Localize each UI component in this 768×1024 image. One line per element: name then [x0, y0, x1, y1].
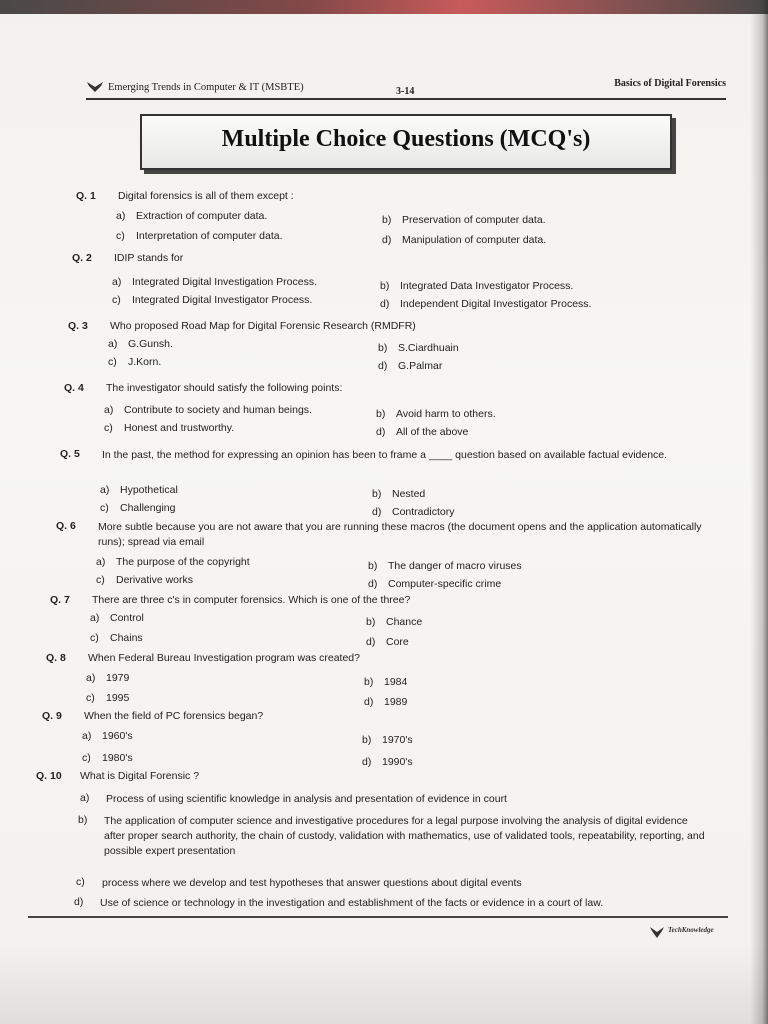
- option-text: Chains: [110, 632, 143, 644]
- question-number: Q. 9: [42, 710, 62, 722]
- option-label: c): [82, 752, 91, 764]
- option-label: c): [116, 230, 125, 242]
- option-label: d): [382, 234, 392, 246]
- option-label: b): [378, 342, 388, 354]
- option-label: c): [104, 422, 113, 434]
- page-number: 3-14: [396, 86, 415, 97]
- option-text: 1970's: [382, 734, 413, 746]
- option-label: a): [104, 404, 114, 416]
- question-text: More subtle because you are not aware that you are running these macros (the document opens and the application automatically runs); spread via email: [98, 521, 702, 548]
- option-text: The purpose of the copyright: [116, 556, 250, 568]
- option-label: c): [90, 632, 99, 644]
- option-label: d): [368, 578, 378, 590]
- option-label: a): [108, 338, 118, 350]
- question-number: Q. 8: [46, 652, 66, 664]
- option-label: b): [366, 616, 376, 628]
- page-bottom-shadow: [0, 944, 768, 1024]
- option-text: Preservation of computer data.: [402, 214, 546, 226]
- option-text: Integrated Data Investigator Process.: [400, 280, 574, 292]
- option-text: Honest and trustworthy.: [124, 422, 235, 434]
- option-text: Integrated Digital Investigation Process.: [132, 276, 318, 288]
- option-text: Integrated Digital Investigator Process.: [132, 294, 313, 306]
- option-label: d): [366, 636, 376, 648]
- footer-rule: [28, 916, 728, 918]
- question-text: When Federal Bureau Investigation program was created?: [88, 652, 360, 664]
- question-text: When the field of PC forensics began?: [84, 710, 264, 722]
- option-label: d): [74, 896, 84, 908]
- option-label: a): [82, 730, 92, 742]
- option-text: Hypothetical: [120, 484, 178, 496]
- option-label: d): [376, 426, 386, 438]
- option-text: All of the above: [396, 426, 469, 438]
- book-title: Emerging Trends in Computer & IT (MSBTE): [108, 82, 304, 93]
- option-text: 1980's: [102, 752, 133, 764]
- option-label: b): [368, 560, 378, 572]
- question-number: Q. 2: [72, 252, 92, 264]
- option-label: a): [112, 276, 122, 288]
- option-label: b): [362, 734, 372, 746]
- option-text: 1979: [106, 672, 130, 684]
- option-label: b): [78, 814, 88, 826]
- option-label: a): [116, 210, 126, 222]
- option-text: Contribute to society and human beings.: [124, 404, 312, 416]
- option-text: The application of computer science and investigative procedures for a legal purpose involving the analysis of digital evidence after proper search authority, the chain of custody, validation with mathematics, use of validated tools, repeatability, reporting, and possible expert presentation: [104, 815, 705, 857]
- page-curl-shadow: [750, 0, 768, 1024]
- option-text: G.Palmar: [398, 360, 443, 372]
- option-label: d): [364, 696, 374, 708]
- option-label: a): [80, 792, 90, 804]
- option-label: b): [380, 280, 390, 292]
- option-label: d): [362, 756, 372, 768]
- publisher-name: TechKnowledge: [668, 926, 714, 934]
- option-label: a): [96, 556, 106, 568]
- option-label: d): [372, 506, 382, 518]
- question-number: Q. 5: [60, 448, 80, 460]
- option-label: d): [378, 360, 388, 372]
- option-text: Independent Digital Investigator Process.: [400, 298, 592, 310]
- option-text: G.Gunsh.: [128, 338, 173, 350]
- option-text: S.Ciardhuain: [398, 342, 459, 354]
- option-text: Use of science or technology in the investigation and establishment of the facts or evidence in a court of law.: [100, 897, 604, 909]
- question-text: Who proposed Road Map for Digital Forensic Research (RMDFR): [110, 320, 416, 332]
- option-label: c): [112, 294, 121, 306]
- option-text: Avoid harm to others.: [396, 408, 496, 420]
- option-text: Control: [110, 612, 144, 624]
- option-label: a): [100, 484, 110, 496]
- question-text: What is Digital Forensic ?: [80, 770, 200, 782]
- option-label: c): [96, 574, 105, 586]
- option-text: Manipulation of computer data.: [402, 234, 547, 246]
- option-label: b): [364, 676, 374, 688]
- option-text: Nested: [392, 488, 426, 500]
- option-label: c): [108, 356, 117, 368]
- option-label: a): [90, 612, 100, 624]
- question-number: Q. 3: [68, 320, 88, 332]
- option-text: 1990's: [382, 756, 413, 768]
- option-text: 1989: [384, 696, 408, 708]
- option-text: Contradictory: [392, 506, 455, 518]
- question-number: Q. 7: [50, 594, 70, 606]
- question-text: The investigator should satisfy the following points:: [106, 382, 343, 394]
- option-text: 1995: [106, 692, 130, 704]
- question-text: IDIP stands for: [114, 252, 184, 264]
- question-text: In the past, the method for expressing an opinion has been to frame a ____ question based on available factual evidence.: [102, 449, 668, 461]
- question-text: Digital forensics is all of them except :: [118, 190, 294, 202]
- option-text: J.Korn.: [128, 356, 162, 368]
- question-number: Q. 1: [76, 190, 96, 202]
- option-text: 1960's: [102, 730, 133, 742]
- section-title: Multiple Choice Questions (MCQ's): [221, 126, 591, 152]
- question-number: Q. 6: [56, 520, 76, 532]
- option-label: d): [380, 298, 390, 310]
- option-text: The danger of macro viruses: [388, 560, 522, 572]
- question-number: Q. 4: [64, 382, 84, 394]
- option-text: Derivative works: [116, 574, 194, 586]
- option-label: b): [376, 408, 386, 420]
- question-text: There are three c's in computer forensics. Which is one of the three?: [92, 594, 411, 606]
- question-number: Q. 10: [36, 770, 62, 782]
- option-label: b): [382, 214, 392, 226]
- option-label: c): [100, 502, 109, 514]
- option-text: 1984: [384, 676, 408, 688]
- option-text: Extraction of computer data.: [136, 210, 268, 222]
- option-text: process where we develop and test hypotheses that answer questions about digital events: [102, 877, 522, 889]
- option-text: Interpretation of computer data.: [136, 230, 283, 242]
- option-label: c): [76, 876, 85, 888]
- option-label: c): [86, 692, 95, 704]
- option-text: Process of using scientific knowledge in analysis and presentation of evidence in court: [106, 793, 507, 805]
- option-label: a): [86, 672, 96, 684]
- option-text: Computer-specific crime: [388, 578, 502, 590]
- option-text: Chance: [386, 616, 423, 628]
- chapter-title: Basics of Digital Forensics: [614, 78, 726, 89]
- option-text: Challenging: [120, 502, 176, 514]
- option-text: Core: [386, 636, 409, 648]
- option-label: b): [372, 488, 382, 500]
